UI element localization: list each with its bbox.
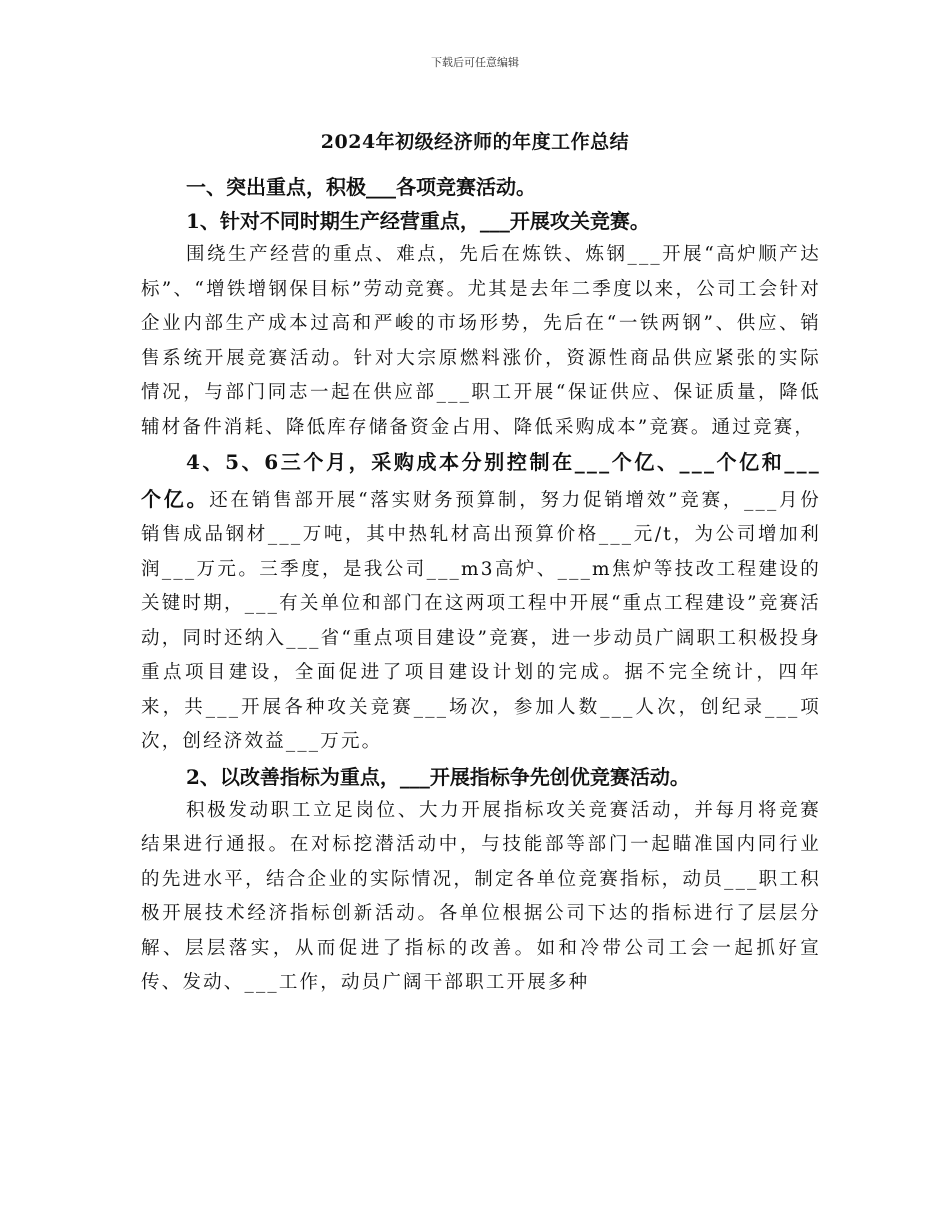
section-heading-1: 一、突出重点，积极___各项竞赛活动。 bbox=[186, 175, 536, 199]
paragraph-1: 围绕生产经营的重点、难点，先后在炼铁、炼钢___开展“高炉顺产达标”、“增铁增钢保目标”劳动竞赛。尤其是去年二季度以来，公司工会针对企业内部生产成本过高和严峻的市场形势，先后在“一铁两钢”、供应、销售系统开展竞赛活动。针对大宗原燃料涨价，资源性商品供应紧张的实际情况，与部门同志一起在供应部___职工开展“保证供应、保证质量，降低辅材备件消耗、降低库存储备资金占用、降低采购成本”竞赛。通过竞赛， bbox=[141, 244, 821, 438]
document-body bbox=[141, 170, 821, 1001]
header-note: 下载后可任意编辑 bbox=[431, 56, 519, 69]
paragraph-2-body: 还在销售部开展“落实财务预算制，努力促销增效”竞赛，___月份销售成品钢材___万吨，其中热轧材高出预算价格___元/t，为公司增加利润___万元。三季度，是我公司___m3高炉、___m焦炉等技改工程建设的关键时期，___有关单位和部门在这两项工程中开展“重点工程建设”竞赛活动，同时还纳入___省“重点项目建设”竞赛，进一步动员广阔职工积极投身重点项目建设，全面促进了项目建设计划的完成。据不完全统计，四年来，共___开展各种攻关竞赛___场次，参加人数___人次，创纪录___项次，创经济效益___万元。 bbox=[141, 489, 821, 752]
subsection-heading-1-2: 2、以改善指标为重点，___开展指标争先创优竞赛活动。 bbox=[186, 764, 690, 789]
subsection-heading-1-1: 1、针对不同时期生产经营重点，___开展攻关竞赛。 bbox=[186, 209, 650, 233]
paragraph-2-lead: 4、5、6三个月，采购成本分别控制在___个亿、___个亿和___个亿。 bbox=[141, 450, 821, 511]
document-title: 2024年初级经济师的年度工作总结 bbox=[320, 131, 630, 153]
paragraph-3: 积极发动职工立足岗位、大力开展指标攻关竞赛活动，并每月将竞赛结果进行通报。在对标挖潜活动中，与技能部等部门一起瞄准国内同行业的先进水平，结合企业的实际情况，制定各单位竞赛指标，动员___职工积极开展技术经济指标创新活动。各单位根据公司下达的指标进行了层层分解、层层落实，从而促进了指标的改善。如和冷带公司工会一起抓好宣传、发动、___工作，动员广阔干部职工开展多种 bbox=[141, 799, 821, 993]
paragraph-2 bbox=[141, 445, 821, 760]
